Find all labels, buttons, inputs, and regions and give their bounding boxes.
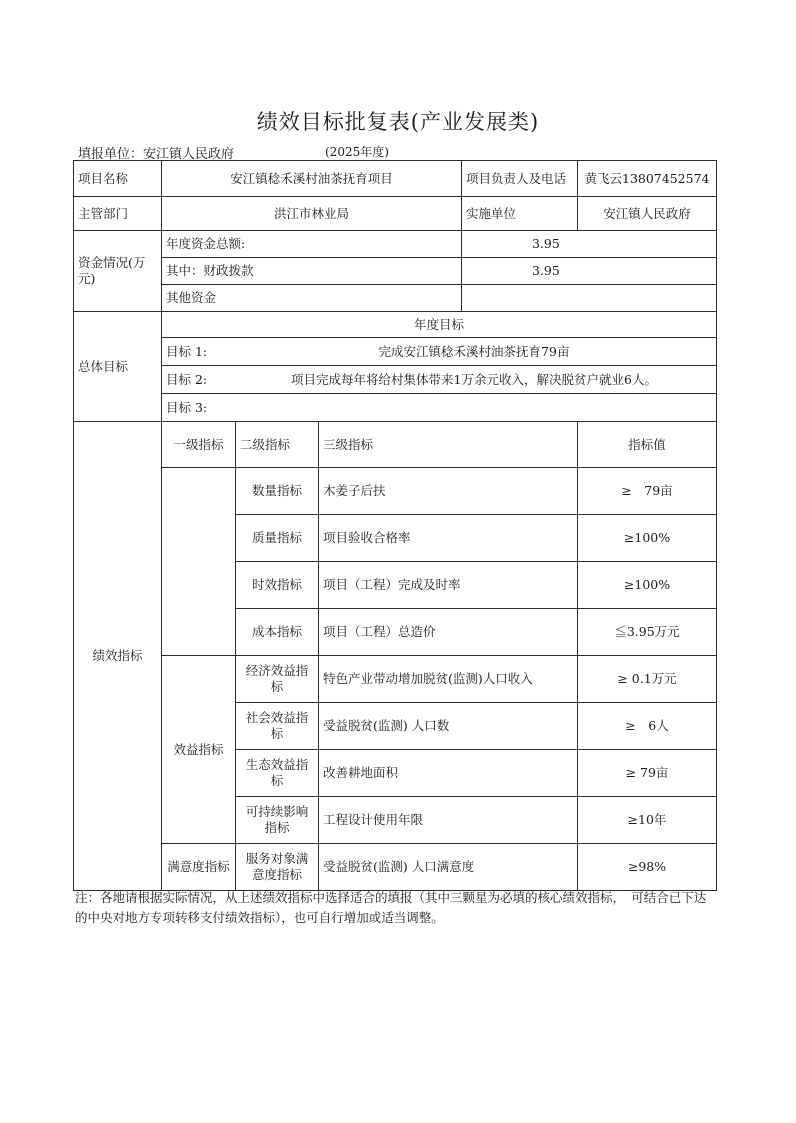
value-cell: ≥ 79亩 — [578, 468, 717, 515]
goal-text: 完成安江镇稔禾溪村油茶抚育79亩 — [378, 343, 570, 359]
value-cell: ≥ 6人 — [578, 703, 717, 750]
level3-cell: 改善耕地面积 — [319, 750, 578, 797]
value-header: 指标值 — [578, 422, 717, 468]
value-cell: ≥10年 — [578, 797, 717, 844]
value-cell: ≥ 0.1万元 — [578, 656, 717, 703]
goal-label: 目标 2: — [166, 371, 208, 387]
level2-header: 二级指标 — [236, 422, 319, 468]
level3-cell: 项目（工程）完成及时率 — [319, 562, 578, 609]
level3-header: 三级指标 — [319, 422, 578, 468]
satisfaction-level1-cell: 满意度指标 — [162, 844, 236, 891]
level3-cell: 工程设计使用年限 — [319, 797, 578, 844]
level2-cell: 成本指标 — [236, 609, 319, 656]
funds-fiscal: 3.95 — [462, 258, 717, 285]
level2-cell: 服务对象满意度指标 — [236, 844, 319, 891]
funds-total: 3.95 — [462, 231, 717, 258]
approval-table — [73, 160, 717, 891]
funds-total-label: 年度资金总额: — [162, 231, 462, 258]
funds-other — [462, 285, 717, 312]
level3-cell: 项目（工程）总造价 — [319, 609, 578, 656]
goal-row — [162, 338, 717, 366]
project-name-label: 项目名称 — [74, 161, 162, 197]
funds-fiscal-label: 其中：财政拨款 — [162, 258, 462, 285]
level3-cell: 项目验收合格率 — [319, 515, 578, 562]
goal-row — [162, 394, 717, 422]
benefit-level1-cell: 效益指标 — [162, 656, 236, 844]
value-cell: ≥100% — [578, 515, 717, 562]
goal-label: 目标 1: — [166, 343, 208, 359]
reporting-unit: 填报单位：安江镇人民政府 — [78, 147, 235, 162]
level2-cell: 社会效益指标 — [236, 703, 319, 750]
project-leader: 黄飞云13807452574 — [578, 161, 717, 197]
project-leader-label: 项目负责人及电话 — [462, 161, 578, 197]
annual-goal-header: 年度目标 — [162, 312, 717, 338]
value-cell: ≥ 79亩 — [578, 750, 717, 797]
level2-cell: 经济效益指标 — [236, 656, 319, 703]
funds-label: 资金情况(万元) — [74, 231, 162, 312]
impl-label: 实施单位 — [462, 197, 578, 231]
goal-label: 目标 3: — [166, 399, 208, 415]
level3-cell: 木姜子后扶 — [319, 468, 578, 515]
footnote: 注：各地请根据实际情况，从上述绩效指标中选择适合的填报（其中三颗星为必填的核心绩效指标， 可结合已下达的中央对地方专项转移支付绩效指标），也可自行增加或适当调整。 — [75, 890, 707, 925]
report-year: (2025年度) — [325, 145, 389, 159]
level3-cell: 特色产业带动增加脱贫(监测)人口收入 — [319, 656, 578, 703]
value-cell: ≦3.95万元 — [578, 609, 717, 656]
impl-value: 安江镇人民政府 — [578, 197, 717, 231]
goal-text: 项目完成每年将给村集体带来1万余元收入，解决脱贫户就业6人。 — [291, 371, 657, 387]
project-name: 安江镇稔禾溪村油茶抚育项目 — [162, 161, 462, 197]
level1-header: 一级指标 — [162, 422, 236, 468]
output-level1-cell — [162, 468, 236, 656]
dept-label: 主管部门 — [74, 197, 162, 231]
level2-cell: 可持续影响指标 — [236, 797, 319, 844]
dept-value: 洪江市林业局 — [162, 197, 462, 231]
funds-other-label: 其他资金 — [162, 285, 462, 312]
level2-cell: 质量指标 — [236, 515, 319, 562]
performance-label: 绩效指标 — [74, 422, 162, 891]
level3-cell: 受益脱贫(监测) 人口满意度 — [319, 844, 578, 891]
level2-cell: 数量指标 — [236, 468, 319, 515]
level2-cell: 生态效益指标 — [236, 750, 319, 797]
value-cell: ≥98% — [578, 844, 717, 891]
level3-cell: 受益脱贫(监测) 人口数 — [319, 703, 578, 750]
level2-cell: 时效指标 — [236, 562, 319, 609]
goal-row — [162, 366, 717, 394]
value-cell: ≥100% — [578, 562, 717, 609]
page-title: 绩效目标批复表(产业发展类) — [256, 110, 540, 134]
overall-goal-label: 总体目标 — [74, 312, 162, 422]
